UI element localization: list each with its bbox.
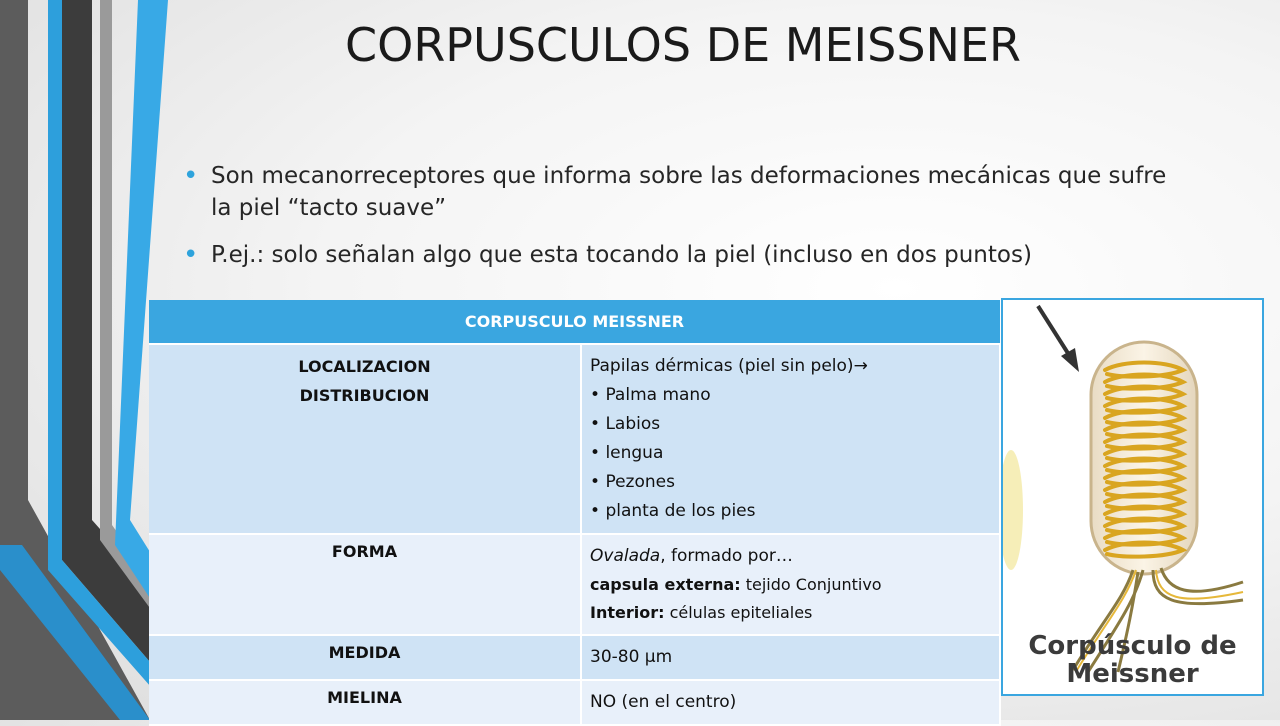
row-value — [581, 344, 1000, 534]
table-row-mielina — [149, 680, 1000, 725]
value-text: , formado por… — [660, 546, 793, 566]
interior-value: células epiteliales — [664, 603, 813, 622]
bullet-item — [183, 160, 1183, 224]
bullet-icon: • — [183, 240, 199, 270]
table-header: CORPUSCULO MEISSNER — [149, 300, 1000, 344]
bullet-list — [183, 160, 1183, 286]
capsula-line — [590, 571, 991, 599]
bullet-icon: • — [183, 161, 199, 191]
interior-label: Interior: — [590, 603, 665, 622]
interior-line — [590, 599, 991, 627]
value-emphasis: Ovalada — [590, 546, 661, 566]
row-key — [149, 344, 581, 534]
meissner-illustration — [1001, 298, 1264, 696]
capsula-label: capsula externa: — [590, 575, 741, 594]
table-header-row — [149, 300, 1000, 344]
figure-caption — [1003, 632, 1262, 688]
row-key: FORMA — [149, 534, 581, 635]
list-item: • lengua — [590, 439, 991, 468]
row-value: 30-80 μm — [581, 635, 1000, 680]
caption-line: Corpúsculo de — [1028, 631, 1237, 661]
list-item: • planta de los pies — [590, 497, 991, 526]
row-value: NO (en el centro) — [581, 680, 1000, 725]
slide-title: CORPUSCULOS DE MEISSNER — [345, 18, 1021, 72]
list-item: • Labios — [590, 410, 991, 439]
capsula-value: tejido Conjuntivo — [740, 575, 882, 594]
table-row-forma — [149, 534, 1000, 635]
row-key: MEDIDA — [149, 635, 581, 680]
list-item: • Pezones — [590, 468, 991, 497]
table-row-localizacion — [149, 344, 1000, 534]
row-key-line: DISTRIBUCION — [299, 386, 430, 405]
meissner-table — [149, 300, 1001, 726]
arrow-right-icon: → — [853, 356, 868, 376]
value-intro: Papilas dérmicas (piel sin pelo) — [590, 356, 854, 376]
table-row-medida — [149, 635, 1000, 680]
location-list — [590, 381, 991, 526]
bullet-text: Son mecanorreceptores que informa sobre las deformaciones mecánicas que sufre la piel “tacto suave” — [211, 163, 1167, 221]
bullet-text: P.ej.: solo señalan algo que esta tocando la piel (incluso en dos puntos) — [211, 242, 1032, 268]
row-value — [581, 534, 1000, 635]
list-item: • Palma mano — [590, 381, 991, 410]
bullet-item — [183, 239, 1183, 271]
caption-line: Meissner — [1066, 659, 1199, 689]
row-key: MIELINA — [149, 680, 581, 725]
row-key-line: LOCALIZACION — [298, 357, 431, 376]
